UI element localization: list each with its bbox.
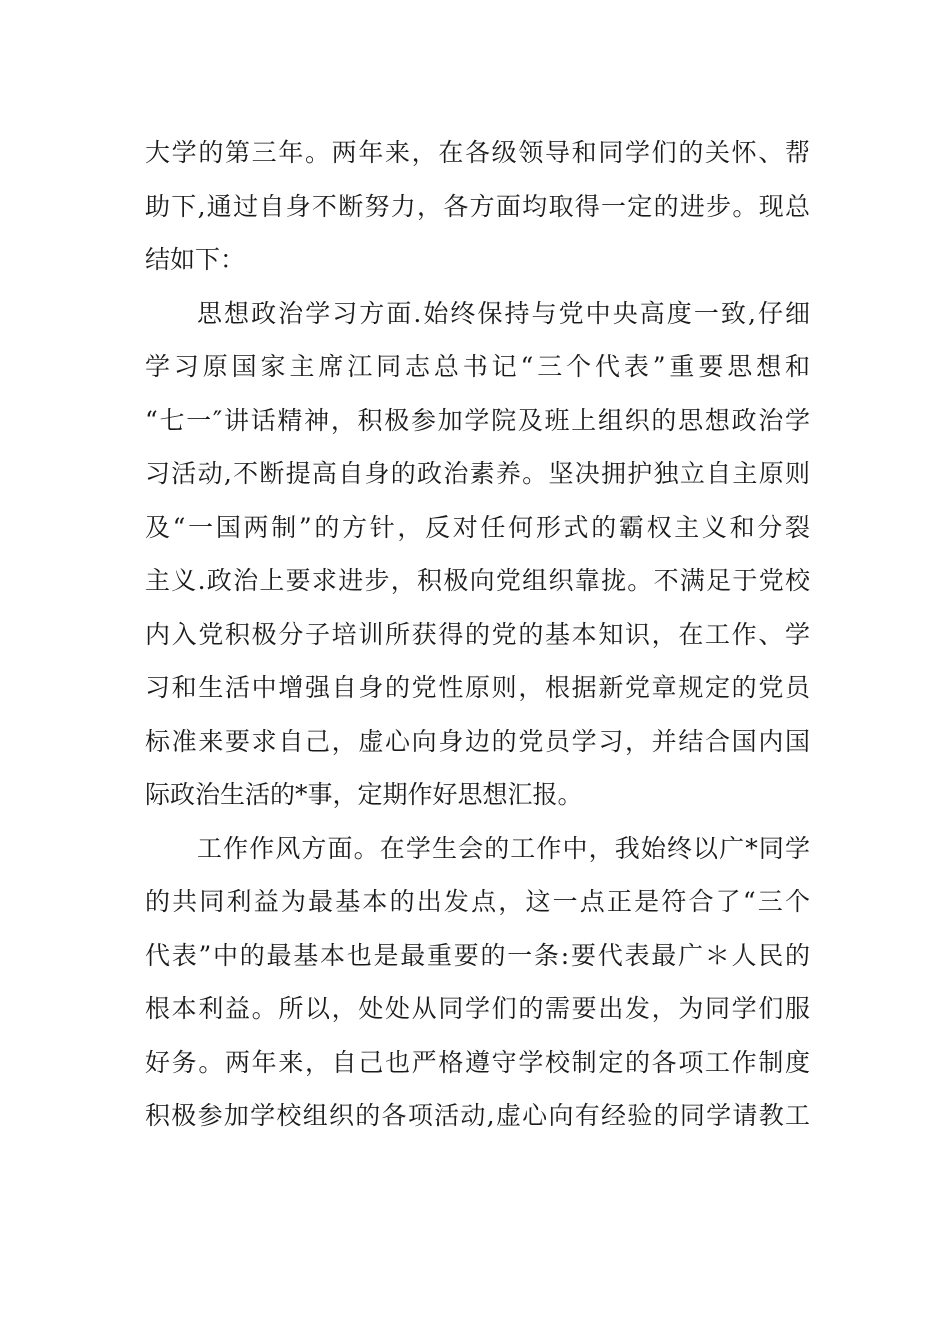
text-line: 根本利益。所以，处处从同学们的需要出发，为同学们服 bbox=[145, 994, 810, 1023]
text-line: 内入党积极分子培训所获得的党的基本知识，在工作、学 bbox=[145, 619, 810, 649]
document-body bbox=[145, 126, 810, 1143]
text-line: 习活动,不断提高自身的政治素养。坚决拥护独立自主原则 bbox=[145, 459, 810, 488]
text-line: 标准来要求自己，虚心向身边的党员学习，并结合国内国 bbox=[145, 726, 810, 756]
text-line: 的共同利益为最基本的出发点，这一点正是符合了“三个 bbox=[145, 887, 810, 916]
text-line: “七一″讲话精神，积极参加学院及班上组织的思想政治学 bbox=[145, 405, 810, 435]
text-line: 好务。两年来，自己也严格遵守学校制定的各项工作制度 bbox=[145, 1047, 810, 1077]
text-line: 学习原国家主席江同志总书记“三个代表”重要思想和 bbox=[145, 352, 810, 381]
text-line: 大学的第三年。两年来，在各级领导和同学们的关怀、帮 bbox=[145, 138, 810, 167]
text-line: 及“一国两制”的方针，反对任何形式的霸权主义和分裂 bbox=[145, 512, 810, 542]
text-line: 习和生活中增强自身的党性原则，根据新党章规定的党员 bbox=[145, 673, 810, 702]
text-line: 思想政治学习方面.始终保持与党中央高度一致,仔细 bbox=[197, 298, 810, 328]
text-line: 代表”中的最基本也是最重要的一条:要代表最广＊人民的 bbox=[145, 940, 810, 970]
text-line: 际政治生活的*事，定期作好思想汇报。 bbox=[145, 780, 583, 809]
text-line: 主义.政治上要求进步，积极向党组织靠拢。不满足于党校 bbox=[145, 566, 810, 595]
text-line: 结如下： bbox=[145, 245, 246, 274]
text-line: 积极参加学校组织的各项活动,虚心向有经验的同学请教工 bbox=[145, 1101, 810, 1130]
text-line: 工作作风方面。在学生会的工作中，我始终以广*同学 bbox=[197, 833, 810, 863]
text-line: 助下,通过自身不断努力，各方面均取得一定的进步。现总 bbox=[145, 191, 810, 221]
